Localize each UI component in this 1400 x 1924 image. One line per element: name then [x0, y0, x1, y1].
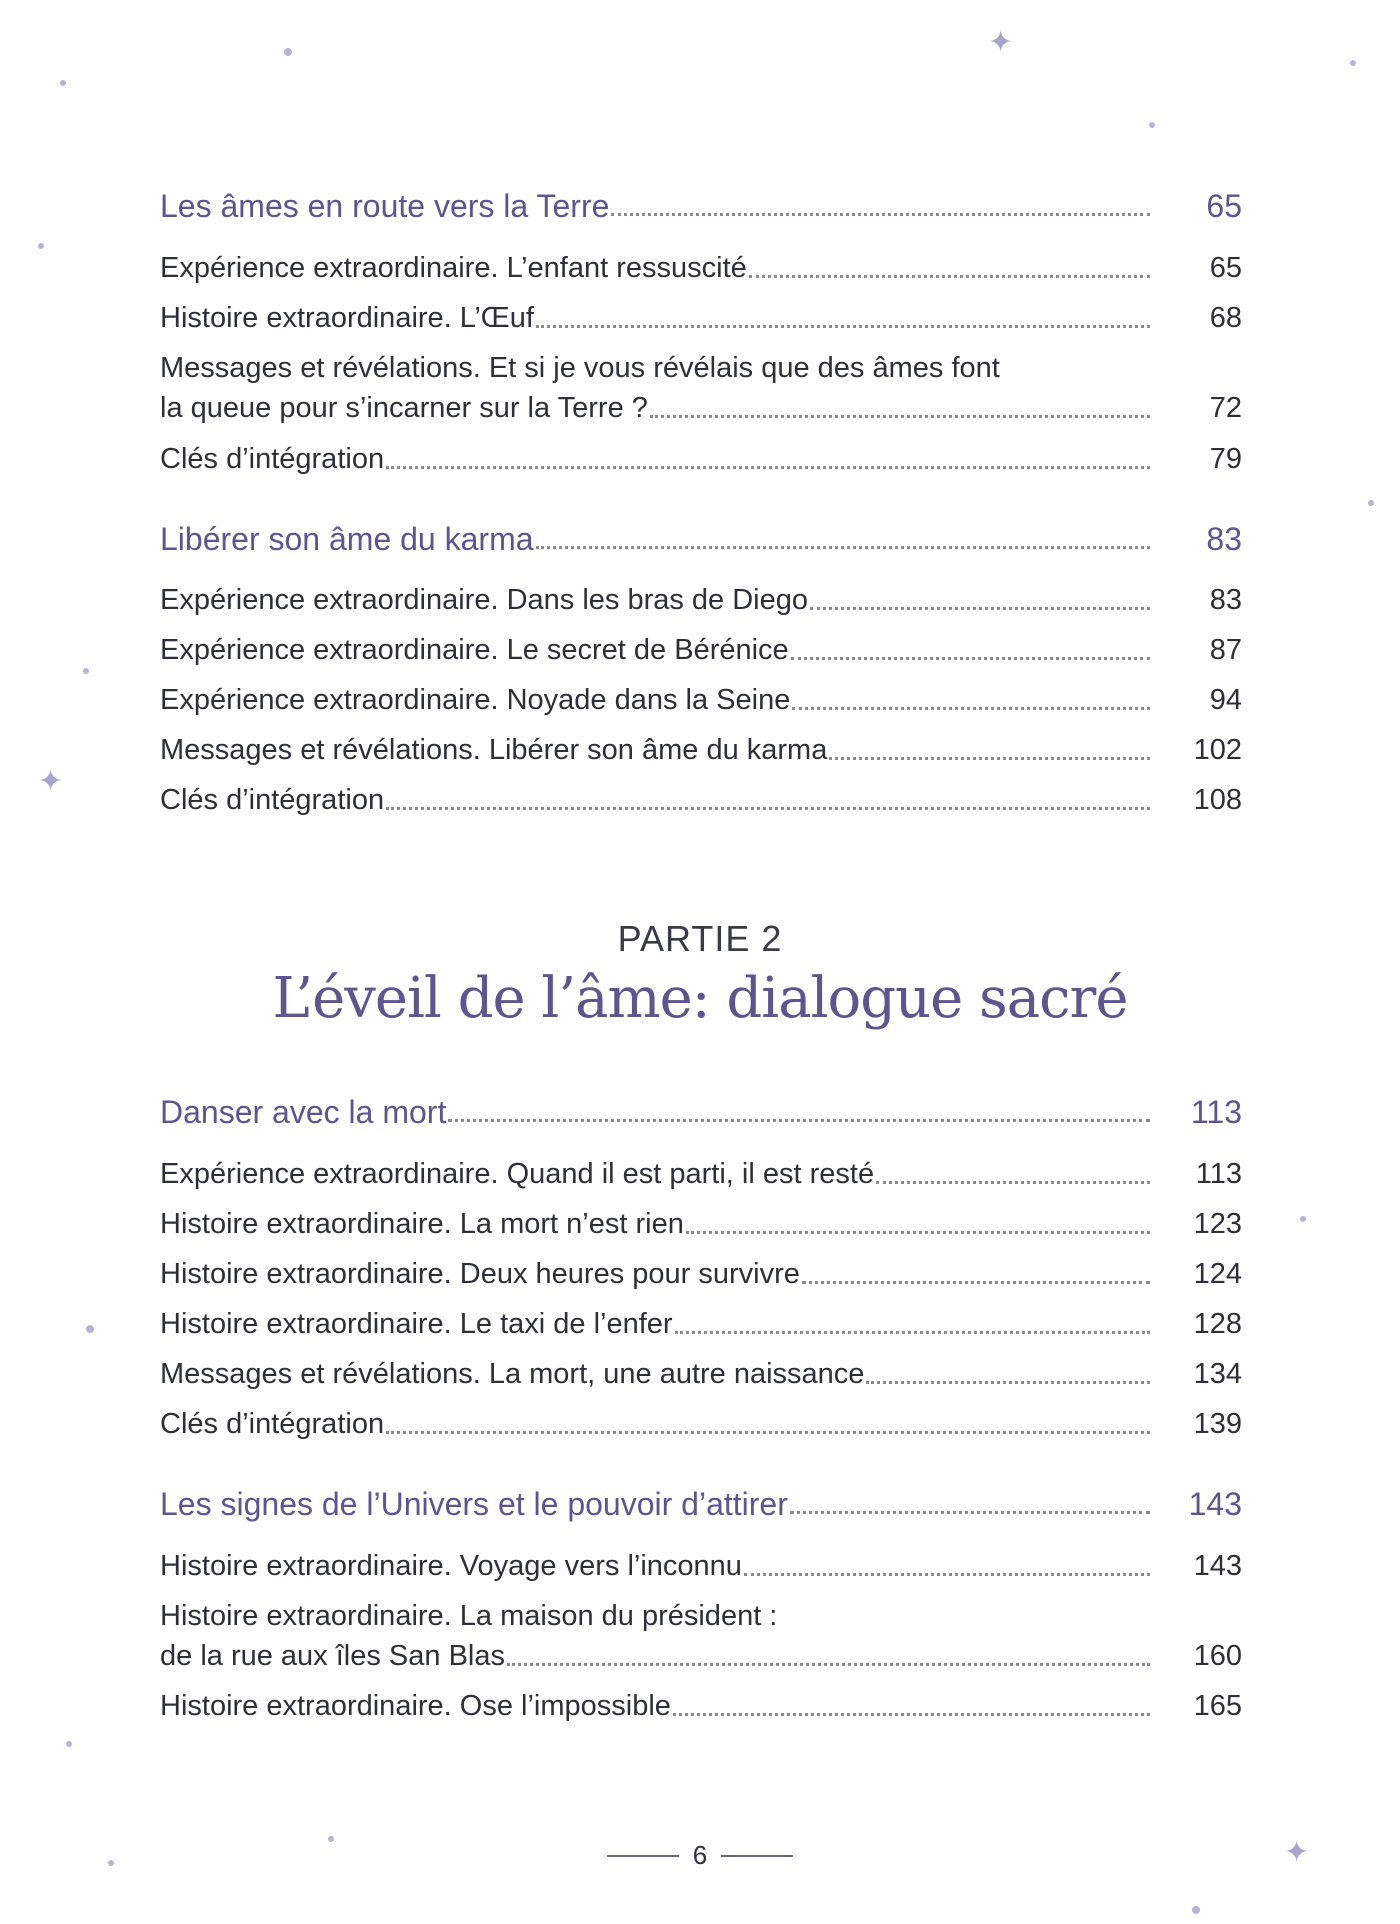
toc-page-number: 65 — [1209, 252, 1242, 284]
toc-entry-title-line: la queue pour s’incarner sur la Terre ? — [160, 392, 648, 424]
toc-page-number: 139 — [1193, 1408, 1242, 1440]
toc-entry[interactable] — [160, 1354, 1242, 1394]
toc-entry[interactable] — [160, 1154, 1242, 1194]
toc-entry-title: Messages et révélations. Libérer son âme du karma — [160, 734, 828, 766]
page-number: 6 — [692, 1840, 708, 1870]
toc-page-number: 123 — [1193, 1208, 1242, 1240]
toc-page-number: 68 — [1209, 302, 1242, 334]
dot-leader — [448, 1119, 1150, 1122]
toc-entry[interactable] — [160, 248, 1242, 288]
dot-leader — [829, 757, 1150, 760]
footer-rule — [607, 1855, 679, 1857]
toc-entry[interactable] — [160, 1254, 1242, 1294]
toc-chapter[interactable] — [160, 1092, 1242, 1132]
toc-page-number: 124 — [1193, 1258, 1242, 1290]
toc-page-number: 113 — [1190, 1094, 1242, 1130]
dot-leader — [386, 466, 1150, 469]
page-footer — [0, 1836, 1400, 1871]
toc-page-number: 79 — [1209, 443, 1242, 475]
toc-entry-title: Histoire extraordinaire. Deux heures pour survivre — [160, 1258, 800, 1290]
dot-leader — [386, 1431, 1150, 1434]
toc-page-number: 165 — [1193, 1690, 1242, 1722]
toc-entry-title: Histoire extraordinaire. Voyage vers l’inconnu — [160, 1550, 742, 1582]
dot-leader — [802, 1281, 1150, 1284]
toc-page-number: 102 — [1193, 734, 1242, 766]
toc-entry-title: Clés d’intégration — [160, 443, 385, 475]
toc-entry-title: Expérience extraordinaire. Dans les bras de Diego — [160, 584, 809, 616]
toc-page-number: 94 — [1209, 684, 1242, 716]
toc-entry[interactable] — [160, 630, 1242, 670]
toc-entry-title: Clés d’intégration — [160, 1408, 385, 1440]
dot-leader — [866, 1381, 1150, 1384]
toc-entry[interactable] — [160, 348, 1242, 428]
ornament-dot — [1192, 1906, 1200, 1914]
dot-leader — [611, 213, 1150, 216]
toc-entry[interactable] — [160, 730, 1242, 770]
part-title: L’éveil de l’âme: dialogue sacré — [272, 966, 1128, 1031]
toc-entry-title: Histoire extraordinaire. Le taxi de l’enfer — [160, 1308, 673, 1340]
toc-page-number: 108 — [1193, 784, 1242, 816]
ornament-dot — [284, 48, 292, 56]
toc-entry-title: Histoire extraordinaire. L’Œuf — [160, 302, 534, 334]
toc-entry[interactable] — [160, 1546, 1242, 1586]
dot-leader — [810, 607, 1150, 610]
toc-page-number: 65 — [1206, 188, 1242, 224]
toc-chapter-title: Libérer son âme du karma — [160, 521, 534, 557]
toc-page-number: 87 — [1209, 634, 1242, 666]
toc-entry[interactable] — [160, 580, 1242, 620]
dot-leader — [792, 707, 1150, 710]
toc-page-number: 83 — [1209, 584, 1242, 616]
toc-entry-title-line: Histoire extraordinaire. La maison du président : — [160, 1600, 778, 1632]
toc-page-number: 143 — [1188, 1486, 1242, 1522]
toc-page-number: 83 — [1206, 521, 1242, 557]
toc-page-number: 134 — [1193, 1358, 1242, 1390]
dot-leader — [536, 325, 1150, 328]
ornament-dot — [60, 80, 66, 86]
dot-leader — [686, 1231, 1150, 1234]
toc-chapter-title: Les âmes en route vers la Terre — [160, 188, 610, 224]
toc-chapter[interactable] — [160, 186, 1242, 226]
toc-chapter[interactable] — [160, 519, 1242, 559]
toc-entry[interactable] — [160, 680, 1242, 720]
toc-entry-title: Expérience extraordinaire. L’enfant ressuscité — [160, 252, 747, 284]
toc-chapter[interactable] — [160, 1484, 1242, 1524]
footer-rule — [721, 1855, 793, 1857]
sparkle-icon: ✦ — [988, 26, 1014, 59]
toc-page-number: 143 — [1193, 1550, 1242, 1582]
dot-leader — [876, 1181, 1150, 1184]
toc-entry-title: Expérience extraordinaire. Quand il est parti, il est resté — [160, 1158, 875, 1190]
toc-page-number: 113 — [1195, 1158, 1242, 1190]
toc-entry-title: Expérience extraordinaire. Noyade dans la Seine — [160, 684, 791, 716]
toc-entry-title: Histoire extraordinaire. La mort n’est rien — [160, 1208, 684, 1240]
sparkle-icon: ✦ — [1284, 1836, 1310, 1869]
part-label: PARTIE 2 — [617, 918, 783, 959]
dot-leader — [386, 807, 1150, 810]
toc-entry-title: Expérience extraordinaire. Le secret de Bérénice — [160, 634, 789, 666]
toc-entry[interactable] — [160, 439, 1242, 479]
toc-chapter-title: Les signes de l’Univers et le pouvoir d’attirer — [160, 1486, 788, 1522]
toc-entry-title: Clés d’intégration — [160, 784, 385, 816]
ornament-dot — [1149, 122, 1155, 128]
ornament-dot — [1350, 60, 1356, 66]
ornament-dot — [1368, 500, 1374, 506]
dot-leader — [744, 1573, 1150, 1576]
sparkle-icon: ✦ — [38, 765, 64, 798]
toc-entry-title: Messages et révélations. La mort, une autre naissance — [160, 1358, 865, 1390]
toc-entry[interactable] — [160, 298, 1242, 338]
toc-entry-title-line: de la rue aux îles San Blas — [160, 1640, 505, 1672]
toc-entry[interactable] — [160, 1596, 1242, 1676]
dot-leader — [673, 1713, 1150, 1716]
toc-page-number: 128 — [1193, 1308, 1242, 1340]
toc-page-number: 160 — [1193, 1640, 1242, 1672]
dot-leader — [749, 275, 1150, 278]
toc-entry[interactable] — [160, 1686, 1242, 1726]
dot-leader — [536, 546, 1150, 549]
dot-leader — [650, 415, 1150, 418]
ornament-dot — [83, 668, 89, 674]
toc-entry-title: Histoire extraordinaire. Ose l’impossible — [160, 1690, 671, 1722]
dot-leader — [791, 657, 1150, 660]
dot-leader — [790, 1511, 1150, 1514]
dot-leader — [675, 1331, 1150, 1334]
toc-chapter-title: Danser avec la mort — [160, 1094, 447, 1130]
toc-entry-title-line: Messages et révélations. Et si je vous révélais que des âmes font — [160, 352, 1000, 384]
dot-leader — [507, 1663, 1150, 1666]
toc-entry[interactable] — [160, 1404, 1242, 1444]
ornament-dot — [86, 1325, 94, 1333]
toc-entry[interactable] — [160, 780, 1242, 820]
toc-page-number: 72 — [1209, 392, 1242, 424]
toc-entry[interactable] — [160, 1304, 1242, 1344]
toc-entry[interactable] — [160, 1204, 1242, 1244]
ornament-dot — [38, 243, 44, 249]
ornament-dot — [66, 1741, 72, 1747]
ornament-dot — [1300, 1216, 1306, 1222]
